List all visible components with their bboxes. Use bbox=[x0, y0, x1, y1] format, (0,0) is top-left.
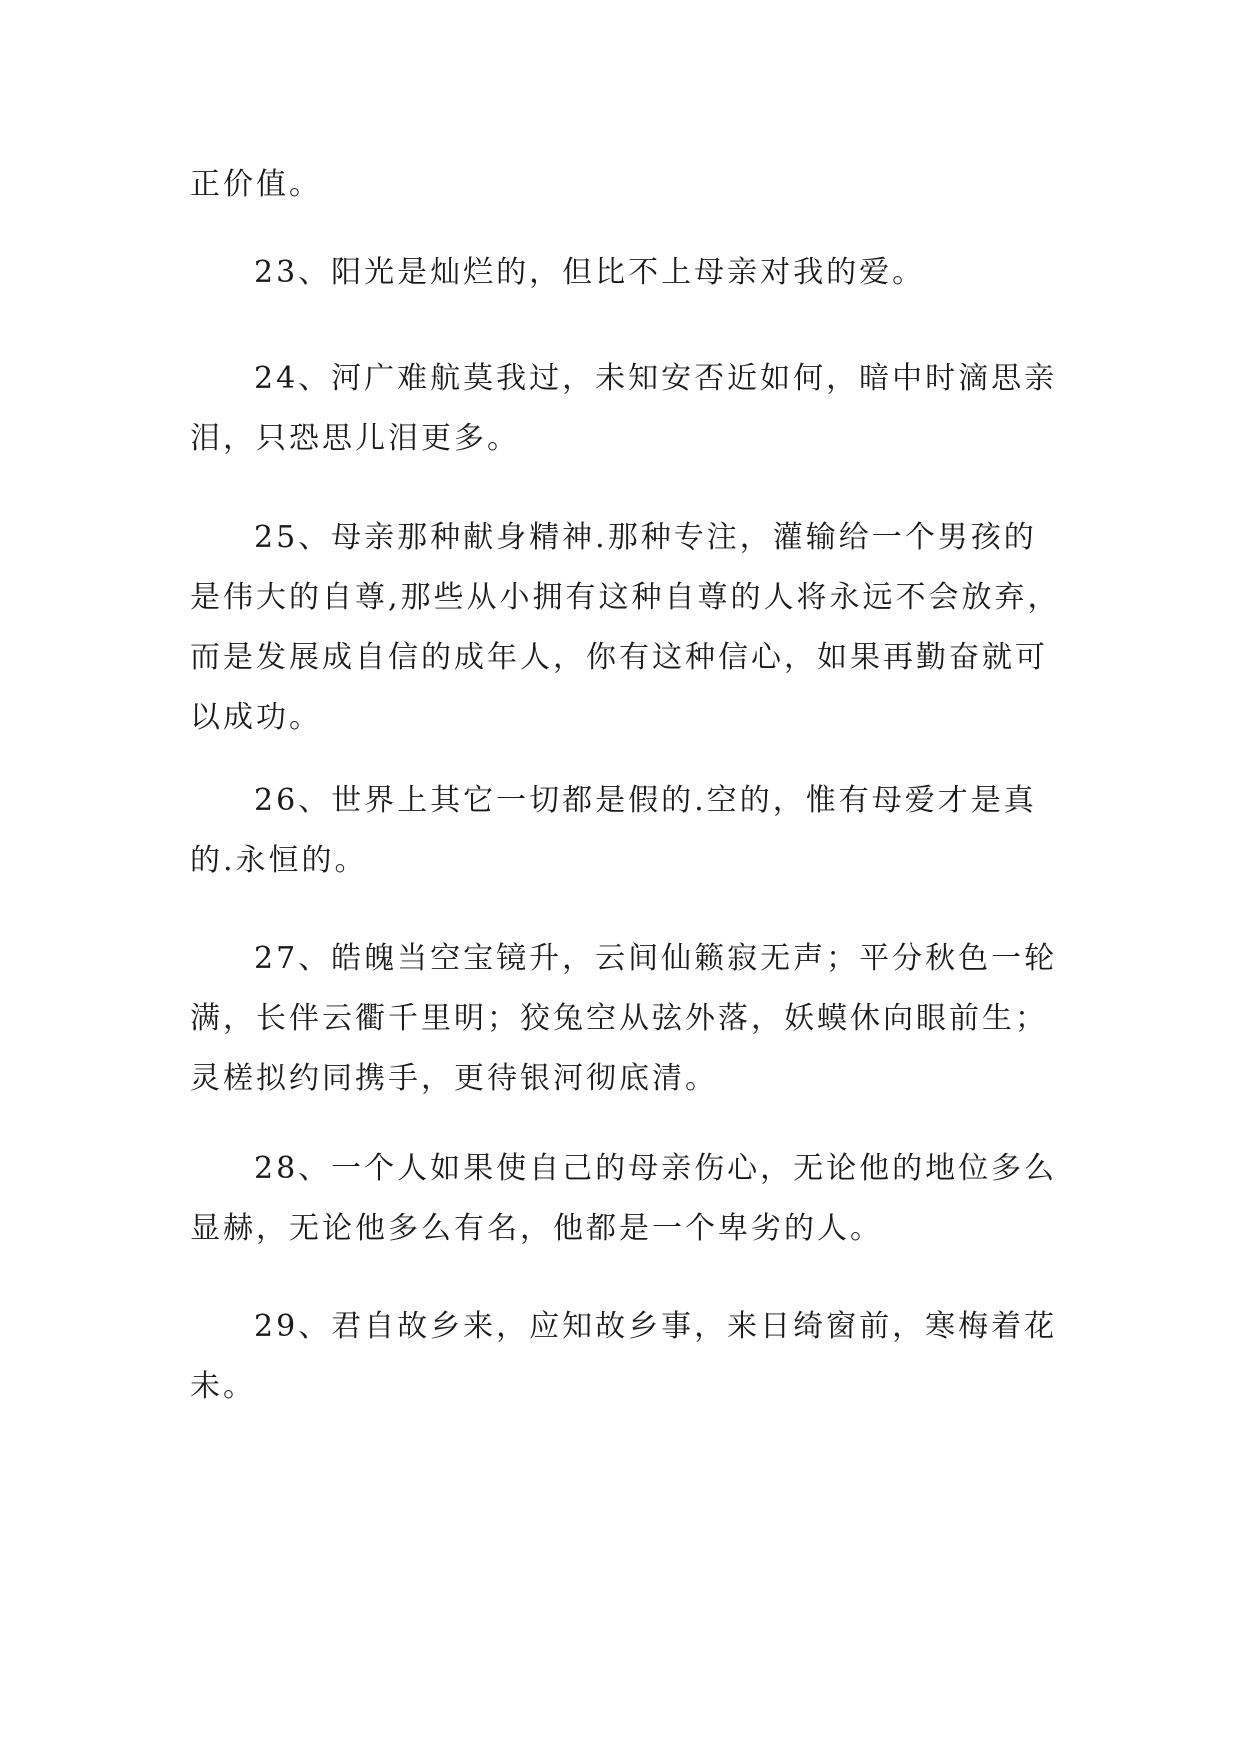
paragraph-22-tail bbox=[190, 155, 1060, 215]
paragraph-line: 显赫，无论他多么有名，他都是一个卑劣的人。 bbox=[190, 1211, 883, 1246]
paragraph-line: 满，长伴云衢千里明；狡兔空从弦外落，妖蟆休向眼前生； bbox=[190, 1001, 1048, 1036]
paragraph-29 bbox=[190, 1297, 1060, 1417]
paragraph-line: 的.永恒的。 bbox=[190, 843, 368, 878]
paragraph-line: 泪，只恐思儿泪更多。 bbox=[190, 421, 520, 456]
paragraph-line: 26、世界上其它一切都是假的.空的，惟有母爱才是真 bbox=[254, 783, 1037, 818]
paragraph-line: 未。 bbox=[190, 1369, 256, 1404]
paragraph-27 bbox=[190, 929, 1060, 1109]
paragraph-26 bbox=[190, 771, 1060, 891]
paragraph-line: 25、母亲那种献身精神.那种专注，灌输给一个男孩的 bbox=[254, 520, 1037, 555]
paragraph-line: 而是发展成自信的成年人，你有这种信心，如果再勤奋就可 bbox=[190, 640, 1048, 675]
paragraph-line: 28、一个人如果使自己的母亲伤心，无论他的地位多么 bbox=[254, 1151, 1058, 1186]
paragraph-line: 以成功。 bbox=[190, 700, 322, 735]
paragraph-line: 正价值。 bbox=[190, 167, 322, 202]
paragraph-line: 23、阳光是灿烂的，但比不上母亲对我的爱。 bbox=[254, 255, 926, 290]
paragraph-line: 是伟大的自尊,那些从小拥有这种自尊的人将永远不会放弃， bbox=[190, 580, 1061, 615]
paragraph-line: 灵槎拟约同携手，更待银河彻底清。 bbox=[190, 1061, 718, 1096]
paragraph-28 bbox=[190, 1139, 1060, 1259]
paragraph-line: 24、河广难航莫我过，未知安否近如何，暗中时滴思亲 bbox=[254, 361, 1058, 396]
paragraph-line: 29、君自故乡来，应知故乡事，来日绮窗前，寒梅着花 bbox=[254, 1309, 1058, 1344]
paragraph-25 bbox=[190, 508, 1060, 748]
paragraph-line: 27、皓魄当空宝镜升，云间仙籁寂无声；平分秋色一轮 bbox=[254, 941, 1058, 976]
paragraph-24 bbox=[190, 349, 1060, 469]
paragraph-23 bbox=[190, 243, 1060, 303]
